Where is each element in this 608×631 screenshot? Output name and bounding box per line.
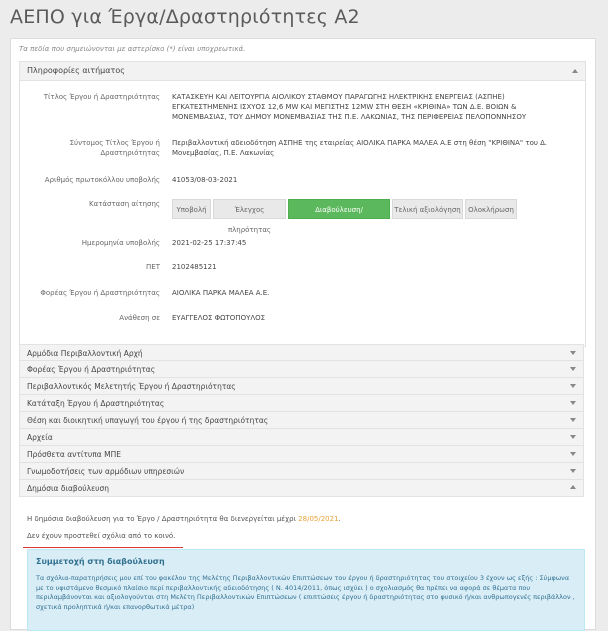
- chevron-down-icon[interactable]: [570, 452, 576, 456]
- section-label: Αρμόδια Περιβαλλοντική Αρχή: [27, 349, 143, 358]
- field-label-line: Δραστηριότητας: [100, 149, 160, 157]
- field-label: ΠΕΤ: [146, 263, 160, 271]
- field-label: Αριθμός πρωτοκόλλου υποβολής: [44, 176, 160, 184]
- field-value: 2102485121: [172, 263, 217, 271]
- consultation-date: 28/05/2021: [298, 515, 339, 523]
- field-label-line: Σύντομος Τίτλος Έργου ή: [69, 139, 160, 147]
- field-label: Φορέας Έργου ή Δραστηριότητας: [40, 289, 160, 297]
- participation-title: Συμμετοχή στη διαβούλευση: [36, 557, 165, 566]
- consultation-text: Η δημόσια διαβούλευση για το Έργο / Δραστηριότητα θα διενεργείται μέχρι: [27, 515, 299, 523]
- section-label: Δημόσια διαβούλευση: [27, 484, 109, 493]
- chevron-down-icon[interactable]: [570, 469, 576, 473]
- section-label: Γνωμοδοτήσεις των αρμόδιων υπηρεσιών: [27, 467, 185, 476]
- chevron-down-icon[interactable]: [570, 367, 576, 371]
- participation-body: Τα σχόλια-παρατηρήσεις μου επί του φακέλου της Μελέτης Περιβαλλοντικών Επιπτώσεων του έργου ή δραστηριότητας του στοιχείου 3 έχουν ως εξής : Σύμφωνα με το υφιστάμενο θεσμικό πλαίσιο περί περιβαλλοντικής αδειοδότησης ( Ν. 4014/2011, όπως ισχύει ) ο σχολιασμός θα πρέπει να αφορά σε θέματα που περιλαμβάνονται και αξιολογούνται στη Μελέτη Περιβαλλοντικών Επιπτώσεων ( επιπτώσεις έργου ή δραστηριότητας στο φυσικό ή/και ανθρωπογενές περιβάλλον , σχετικά προληπτικά ή/και επανορθωτικά μέτρα): [36, 574, 575, 611]
- consultation-text-end: .: [338, 515, 341, 523]
- chevron-down-icon[interactable]: [570, 435, 576, 439]
- section-label: Περιβαλλοντικός Μελετητής Έργου ή Δραστηριότητας: [27, 382, 236, 391]
- field-value: ΕΥΑΓΓΕΛΟΣ ΦΩΤΟΠΟΥΛΟΣ: [172, 314, 266, 322]
- section-label: Θέση και διοικητική υπαγωγή του έργου ή της δραστηριότητας: [27, 416, 269, 425]
- consultation-deadline: [27, 515, 341, 523]
- field-value: 2021-02-25 17:37:45: [172, 239, 247, 247]
- request-info-panel: [19, 61, 586, 347]
- request-info-title: Πληροφορίες αιτήματος: [27, 66, 125, 75]
- status-step-completeness: Έλεγχος πληρότητας: [213, 199, 286, 219]
- section-label: Φορέας Έργου ή Δραστηριότητας: [27, 365, 156, 374]
- field-label: Ανάθεση σε: [119, 314, 160, 322]
- field-label: [20, 138, 160, 158]
- status-step-submission: Υποβολή: [172, 199, 211, 219]
- no-comments-note: Δεν έχουν προστεθεί σχόλια από το κοινό.: [27, 532, 176, 540]
- section-files[interactable]: [19, 429, 584, 446]
- section-label: Πρόσθετα αντίτυπα ΜΠΕ: [27, 450, 121, 459]
- request-card: [10, 38, 596, 630]
- section-environmental-consultant[interactable]: [19, 378, 584, 395]
- chevron-up-icon[interactable]: [570, 485, 576, 489]
- chevron-down-icon[interactable]: [570, 384, 576, 388]
- field-label: Τίτλος Έργου ή Δραστηριότητας: [43, 93, 160, 101]
- status-step-completion: Ολοκλήρωση: [465, 199, 517, 219]
- section-classification[interactable]: [19, 395, 584, 412]
- field-label: Κατάσταση αίτησης: [88, 200, 160, 208]
- required-fields-note: Τα πεδία που σημειώνονται με αστερίσκο (*) είναι υποχρεωτικά.: [19, 45, 246, 53]
- field-value: 41053/08-03-2021: [172, 176, 238, 184]
- field-value: ΑΙΟΛΙΚΑ ΠΑΡΚΑ ΜΑΛΕΑ Α.Ε.: [172, 289, 270, 297]
- section-location[interactable]: [19, 412, 584, 429]
- sections-accordion: [19, 344, 584, 497]
- chevron-down-icon[interactable]: [570, 418, 576, 422]
- participation-panel: [27, 549, 585, 631]
- section-environmental-authority[interactable]: [19, 344, 584, 361]
- request-info-header[interactable]: [20, 62, 585, 81]
- section-public-consultation[interactable]: [19, 480, 584, 497]
- section-project-body[interactable]: [19, 361, 584, 378]
- red-underline: [23, 547, 183, 548]
- field-value: ΚΑΤΑΣΚΕΥΗ ΚΑΙ ΛΕΙΤΟΥΡΓΙΑ ΑΙΟΛΙΚΟΥ ΣΤΑΘΜΟΥ ΠΑΡΑΓΩΓΗΣ ΗΛΕΚΤΡΙΚΗΣ ΕΝΕΡΓΕΙΑΣ (ΑΣΠΗΕ) ΕΓΚΑΤΕΣΤΗΜΕΝΗΣ ΙΣΧΥΟΣ 12,6 MW ΚΑΙ ΜΕΓΙΣΤΗΣ 12MW ΣΤΗ ΘΕΣΗ «ΚΡΙΘΙΝΑ» ΤΩΝ Δ.Ε. ΒΟΙΩΝ & ΜΟΝΕΜΒΑΣΙΑΣ, ΤΟΥ ΔΗΜΟΥ ΜΟΝΕΜΒΑΣΙΑΣ ΤΗΣ Π.Ε. ΛΑΚΩΝΙΑΣ, ΤΗΣ ΠΕΡΙΦΕΡΕΙΑΣ ΠΕΛΟΠΟΝΝΗΣΟΥ: [172, 93, 527, 121]
- field-value: Περιβαλλοντική αδειοδότηση ΑΣΠΗΕ της εταιρείας ΑΙΟΛΙΚΑ ΠΑΡΚΑ ΜΑΛΕΑ Α.Ε στη θέση "ΚΡΙΘΙΝΑ" του Δ. Μονεμβασίας, Π.Ε. Λακωνίας: [172, 139, 548, 157]
- field-label: Ημερομηνία υποβολής: [81, 239, 160, 247]
- field-status: [20, 199, 580, 234]
- section-opinions[interactable]: [19, 463, 584, 480]
- section-label: Κατάταξη Έργου ή Δραστηριότητας: [27, 399, 165, 408]
- status-step-consultation: Διαβούλευση/Γνωμοδοτήσεις: [288, 199, 390, 219]
- chevron-down-icon[interactable]: [570, 351, 576, 355]
- status-step-final-evaluation: Τελική αξιολόγηση: [392, 199, 463, 219]
- chevron-up-icon[interactable]: [572, 69, 578, 73]
- page-title: ΑΕΠΟ για Έργα/Δραστηριότητες Α2: [10, 6, 360, 28]
- chevron-down-icon[interactable]: [570, 401, 576, 405]
- section-label: Αρχεία: [27, 433, 53, 442]
- section-additional-copies[interactable]: [19, 446, 584, 463]
